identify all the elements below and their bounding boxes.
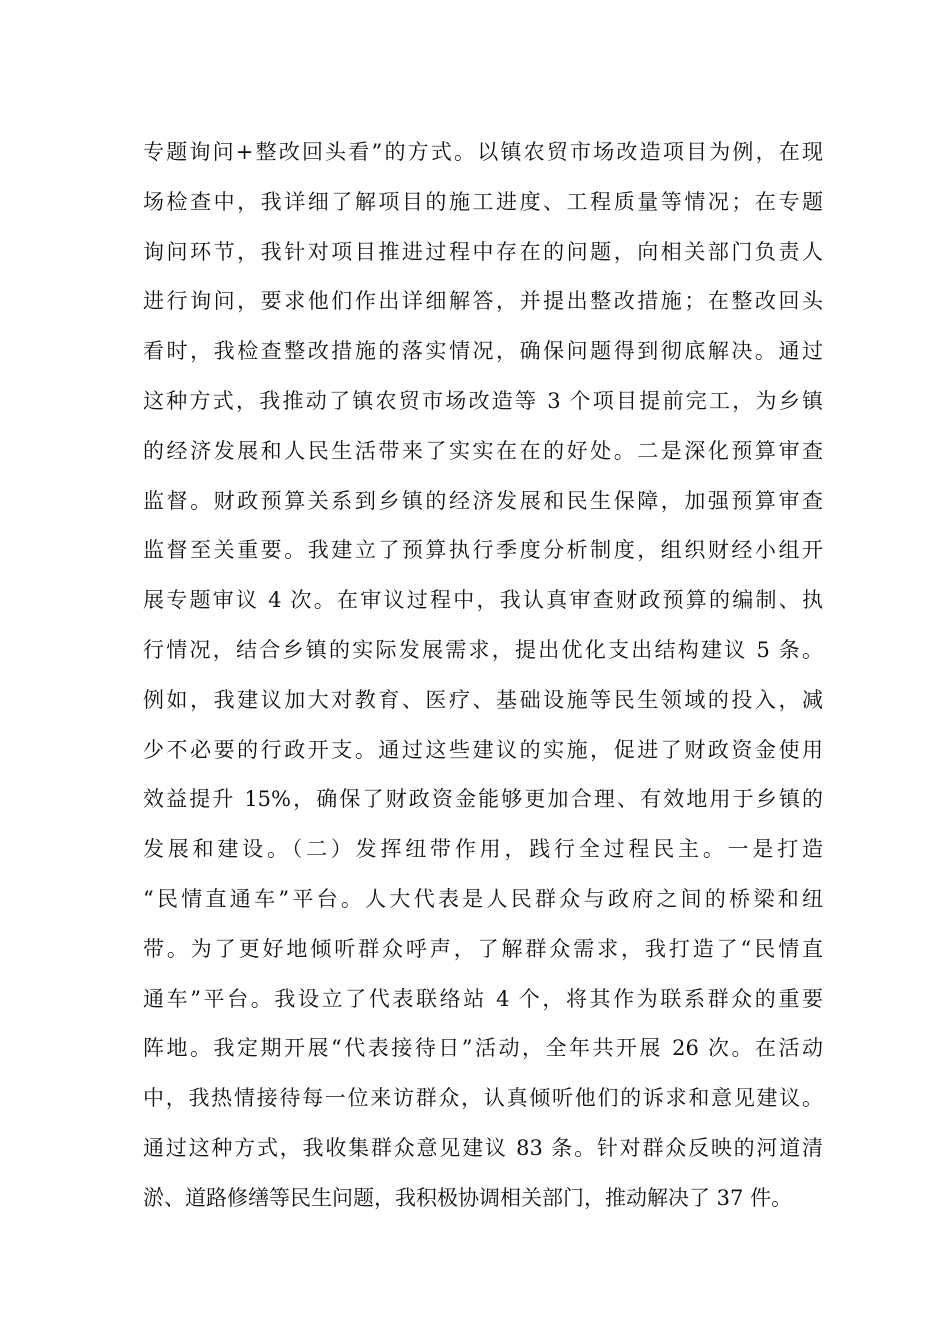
text-line-19: 阵地。我定期开展“代表接待日”活动，全年共开展 26 次。在活动: [143, 1036, 823, 1061]
text-line-1: 专题询问+整改回头看”的方式。以镇农贸市场改造项目为例，在现: [143, 140, 823, 164]
text-line-7: 的经济发展和人民生活带来了实实在在的好处。二是深化预算审查: [143, 438, 823, 463]
text-line-3: 询问环节，我针对项目推进过程中存在的问题，向相关部门负责人: [143, 239, 823, 264]
text-line-22: 淤、道路修缮等民生问题，我积极协调相关部门，推动解决了 37 件。: [143, 1185, 793, 1210]
text-line-9: 监督至关重要。我建立了预算执行季度分析制度，组织财经小组开: [143, 538, 823, 563]
text-line-10: 展专题审议 4 次。在审议过程中，我认真审查财政预算的编制、执: [143, 588, 823, 613]
text-line-8: 监督。财政预算关系到乡镇的经济发展和民生保障，加强预算审查: [143, 488, 823, 513]
text-line-16: “民情直通车”平台。人大代表是人民群众与政府之间的桥梁和纽: [143, 886, 823, 911]
text-line-12: 例如，我建议加大对教育、医疗、基础设施等民生领域的投入，减: [143, 687, 823, 712]
text-line-5: 看时，我检查整改措施的落实情况，确保问题得到彻底解决。通过: [143, 339, 823, 364]
text-line-15: 发展和建设。（二）发挥纽带作用，践行全过程民主。一是打造: [143, 837, 823, 862]
text-line-21: 通过这种方式，我收集群众意见建议 83 条。针对群众反映的河道清: [143, 1135, 823, 1160]
text-line-20: 中，我热情接待每一位来访群众，认真倾听他们的诉求和意见建议。: [143, 1086, 823, 1111]
text-line-11: 行情况，结合乡镇的实际发展需求，提出优化支出结构建议 5 条。: [143, 637, 823, 662]
text-line-14: 效益提升 15%，确保了财政资金能够更加合理、有效地用于乡镇的: [143, 787, 823, 812]
text-line-13: 少不必要的行政开支。通过这些建议的实施，促进了财政资金使用: [143, 737, 823, 762]
text-line-17: 带。为了更好地倾听群众呼声，了解群众需求，我打造了“民情直: [143, 936, 823, 961]
text-line-4: 进行询问，要求他们作出详细解答，并提出整改措施；在整改回头: [143, 289, 823, 314]
text-line-2: 场检查中，我详细了解项目的施工进度、工程质量等情况；在专题: [143, 189, 823, 214]
text-line-6: 这种方式，我推动了镇农贸市场改造等 3 个项目提前完工，为乡镇: [143, 388, 823, 413]
text-line-18: 通车”平台。我设立了代表联络站 4 个，将其作为联系群众的重要: [143, 986, 823, 1011]
body-text: [143, 128, 823, 1224]
